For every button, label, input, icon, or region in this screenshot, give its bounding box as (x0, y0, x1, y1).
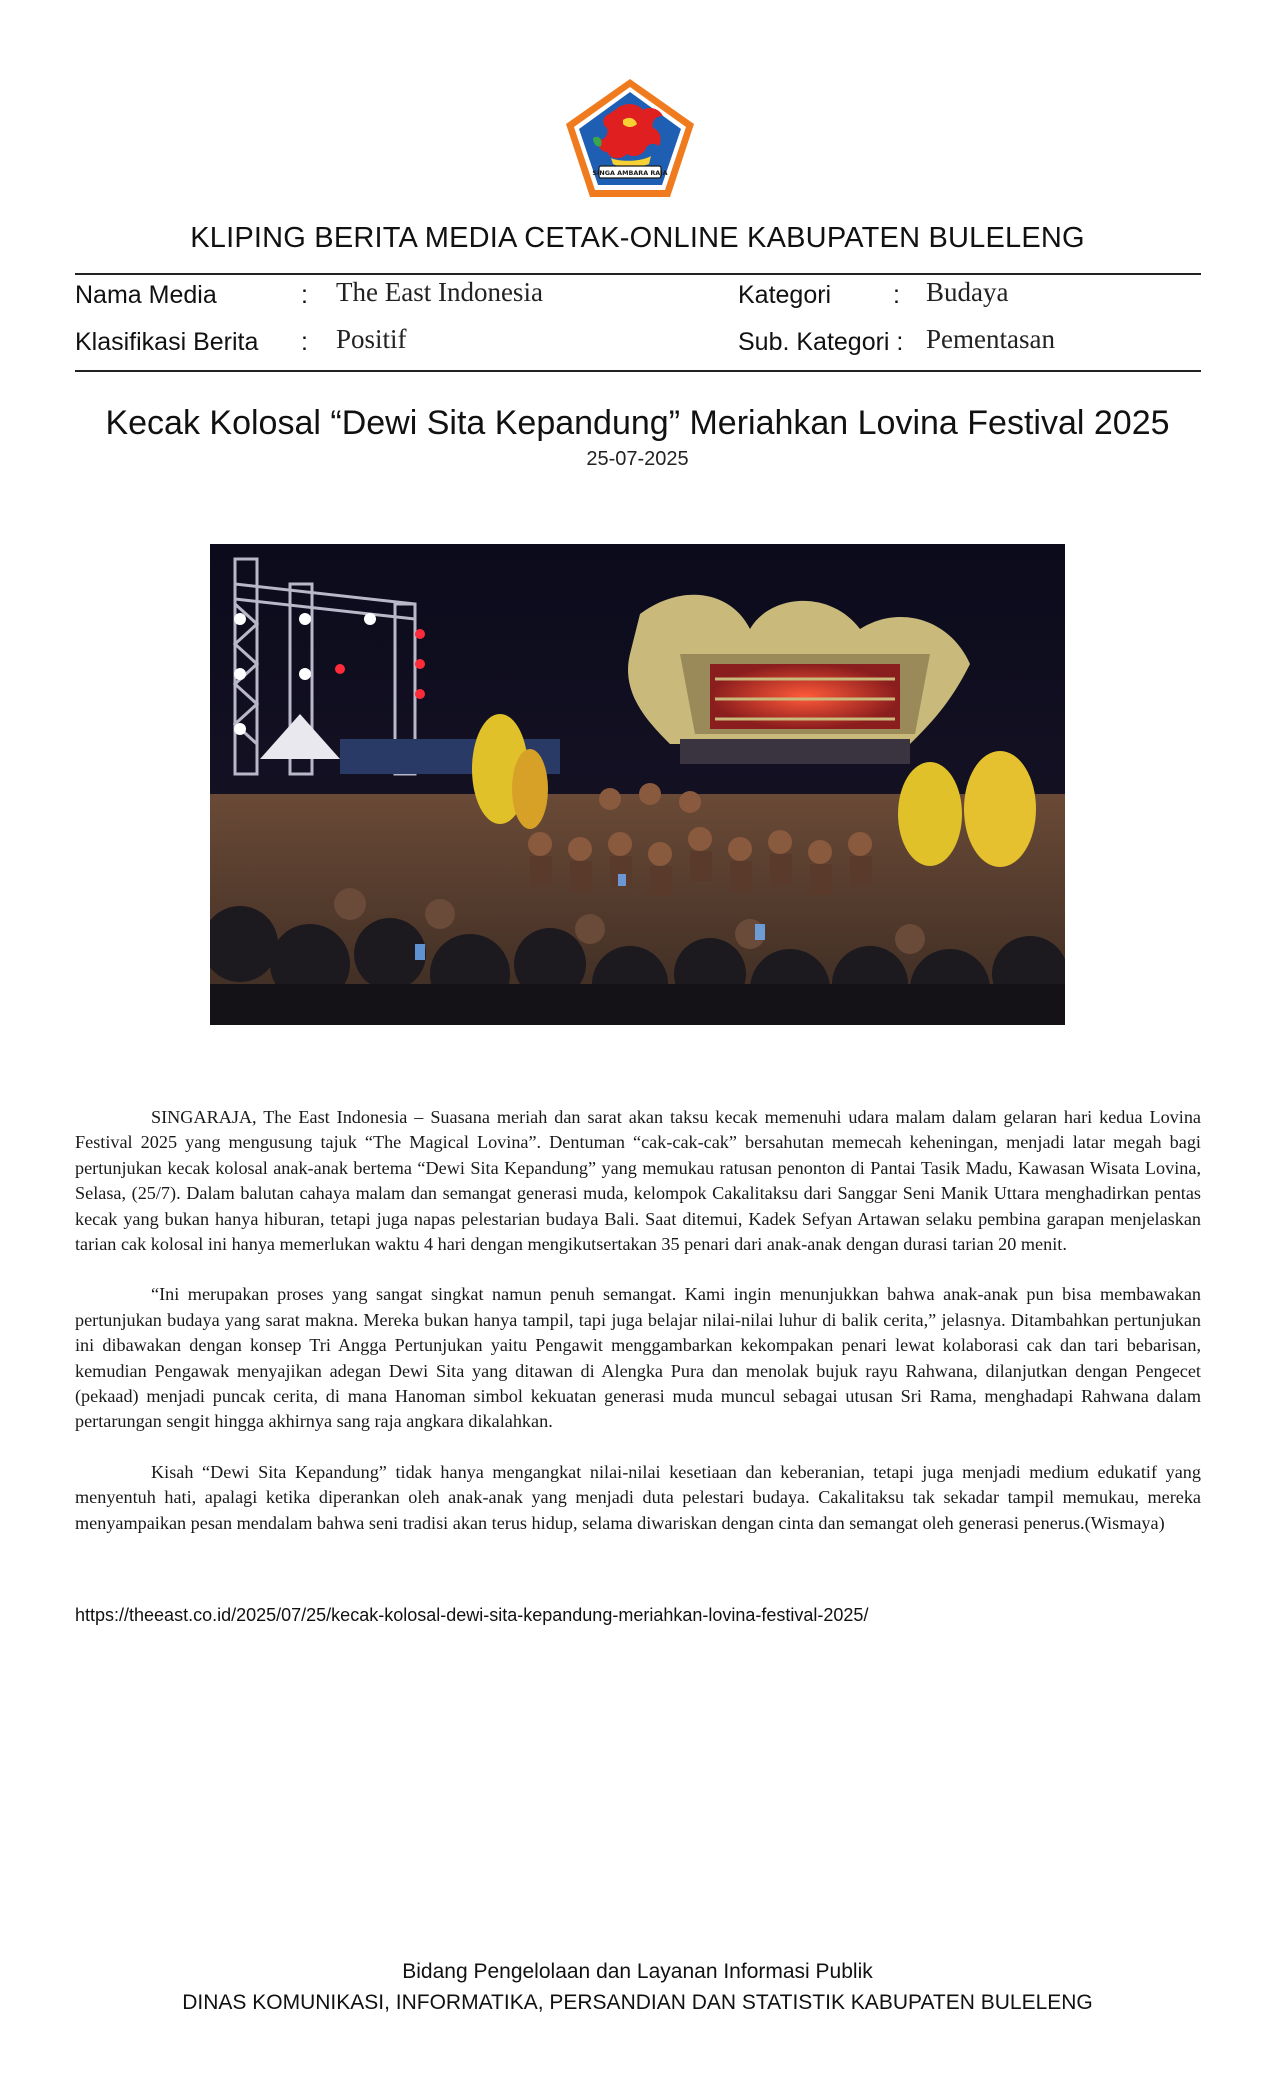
klasifikasi-value: Positif (336, 324, 407, 354)
article-body (75, 1105, 1201, 1561)
kategori-value: Budaya (926, 277, 1009, 307)
footer-department: DINAS KOMUNIKASI, INFORMATIKA, PERSANDIAN DAN STATISTIK KABUPATEN BULELENG (182, 1991, 1093, 2014)
subkategori-label: Sub. Kategori : (738, 328, 904, 356)
article-headline: Kecak Kolosal “Dewi Sita Kepandung” Meriahkan Lovina Festival 2025 (105, 404, 1170, 442)
article-paragraph: Kisah “Dewi Sita Kepandung” tidak hanya mengangkat nilai-nilai kesetiaan dan keberanian, tetapi juga menjadi medium edukatif yang menyentuh hati, apalagi ketika diperankan oleh anak-anak yang menjadi duta pelestari budaya. Cakalitaksu tak sekadar tampil memukau, mereka menyampaikan pesan mendalam bahwa seni tradisi akan terus hidup, selama diwariskan dengan cinta dan semangat oleh generasi penerus.(Wismaya) (75, 1461, 1201, 1533)
buleleng-regency-emblem-icon (563, 76, 697, 200)
media-value: The East Indonesia (336, 277, 543, 307)
bottom-divider (75, 370, 1201, 372)
source-url: https://theeast.co.id/2025/07/25/kecak-kolosal-dewi-sita-kepandung-meriahkan-lovina-festival-2025/ (75, 1605, 869, 1625)
klasifikasi-colon: : (301, 328, 308, 356)
media-colon: : (301, 281, 308, 309)
article-date: 25-07-2025 (586, 448, 689, 470)
top-divider (75, 273, 1201, 275)
emblem-motto: SINGA AMBARA RAJA (592, 169, 668, 177)
footer-division: Bidang Pengelolaan dan Layanan Informasi Publik (402, 1960, 873, 1983)
kecak-performance-photo (210, 544, 1065, 1025)
kategori-colon: : (893, 281, 900, 309)
article-paragraph: “Ini merupakan proses yang sangat singkat namun penuh semangat. Kami ingin menunjukkan bahwa anak-anak pun bisa membawakan pertunjukan budaya yang sarat makna. Mereka bukan hanya tampil, tapi juga belajar nilai-nilai luhur di balik cerita,” jelasnya. Ditambahkan pertunjukan ini dibawakan dengan konsep Tri Angga Pertunjukan yaitu Pengawit menggambarkan kekompakan penari lewat kolaborasi cak dan tari bebarisan, kemudian Pengawak menyajikan adegan Dewi Sita yang ditawan di Alengka Pura dan menolak bujuk rayu Rahwana, dilanjutkan dengan Pengecet (pekaad) menjadi puncak cerita, di mana Hanoman simbol kekuatan generasi muda muncul sebagai utusan Sri Rama, menghadapi Rahwana dalam pertarungan sengit hingga akhirnya sang raja angkara dikalahkan. (75, 1284, 1201, 1432)
subkategori-value: Pementasan (926, 324, 1055, 354)
document-title: KLIPING BERITA MEDIA CETAK-ONLINE KABUPATEN BULELENG (190, 222, 1085, 254)
article-paragraph: SINGARAJA, The East Indonesia – Suasana meriah dan sarat akan taksu kecak memenuhi udara malam dalam gelaran hari kedua Lovina Festival 2025 yang mengusung tajuk “The Magical Lovina”. Dentuman “cak-cak-cak” bersahutan memecah keheningan, menjadi latar megah bagi pertunjukan kecak kolosal anak-anak bertema “Dewi Sita Kepandung” yang memukau ratusan penonton di Pantai Tasik Madu, Kawasan Wisata Lovina, Selasa, (25/7). Dalam balutan cahaya malam dan semangat generasi muda, kelompok Cakalitaksu dari Sanggar Seni Manik Uttara menghadirkan pentas kecak yang bukan hanya hiburan, tetapi juga napas pelestarian budaya Bali. Saat ditemui, Kadek Sefyan Artawan selaku pembina garapan menjelaskan tarian cak kolosal ini hanya memerlukan waktu 4 hari dengan mengikutsertakan 35 penari dari anak-anak dengan durasi tarian 20 menit. (75, 1107, 1201, 1255)
klasifikasi-label: Klasifikasi Berita (75, 328, 259, 356)
media-label: Nama Media (75, 281, 217, 309)
kategori-label: Kategori (738, 281, 832, 309)
